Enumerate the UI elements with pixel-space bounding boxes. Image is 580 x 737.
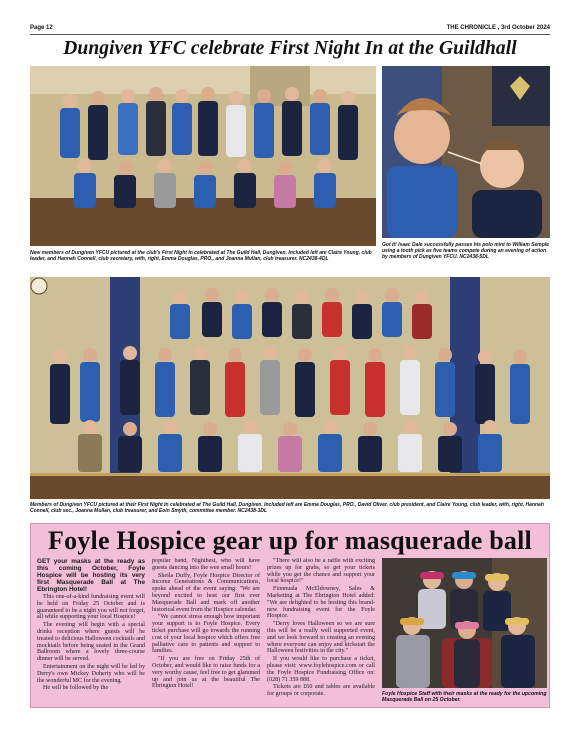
photo-group-members [30,277,550,499]
article-paragraph: Fionnuala McEldowney, Sales & Marketing at The Ebrington Hotel added: "We are delighted to be hosting this brand-new fundraising event for the Foyle Hospice. [267,586,375,620]
article-paragraph: popular band, Nighthest, who will have guests dancing into the wee small hours! [152,558,260,571]
photo-polo-mint-game [382,66,550,238]
article-paragraph: The evening will begin with a special drinks reception where guests will be treated to delicious Halloween cocktails and mocktails before being seated in the Grand Ballroom where a lovely three-course dinner will be served. [37,622,145,663]
page-number: Page 12 [30,25,53,31]
article-paragraph: "We cannot stress enough how important your support is to Foyle Hospice. Every ticket purchase will go towards the running cost of your local hospice which offers free palliative care to patients and support to families. [152,614,260,655]
caption-group-members: Members of Dungiven YFCU pictured at their First Night In celebrated at The Guild Hall, Dungiven. Included left are Emma Douglas, PRO., David Oliver, club president, and Claire Young, club leader, with, right, Hannah Connell, club sec., Joanna Mullan, club treasurer, and Eoin Smyth, committee member. NC2438-3DL [30,502,544,514]
hospice-feature-box [30,523,550,708]
article-paragraph: This one-of-a-kind fundraising event will be held on Friday 25 October and is guaranteed to be a night you will not forget, all while supporting your local Hospice! [37,594,145,621]
article-paragraph: Sheila Duffy, Foyle Hospice Director of Income Generations & Communications, spoke ahead of the event saying: "We are beyond excited to host our first ever Masquerade Ball and mark off another historical event from the Hospice calendar. [152,572,260,613]
photo-hospice-staff [382,558,547,688]
article-paragraph: "There will also be a raffle with exciting prizes up for grabs, so get your tickets while you get the chance and support your local hospice!" [267,558,375,585]
caption-hospice-staff: Foyle Hospice Staff with their masks at the ready for the upcoming Masquerade Ball on 25 October. [382,691,547,704]
article-paragraph: He will be followed by the [43,685,109,692]
article-column-2 [152,558,260,704]
article-paragraph: Tickets are £60 and tables are available for groups or corporate. [267,684,375,698]
article-column-3 [267,558,375,704]
article-paragraph: If you would like to purchase a ticket, please visit: www.foylehospice.com or call the Foyle Hospice Fundraising Office on: (028) 71 359 888. [267,656,375,683]
article-paragraph: Entertainment on the night will be led by Derry's own Mickey Doherty who will be the wonderful MC for the evening. [37,663,145,684]
article-lead: GET your masks at the ready as this coming October, Foyle Hospice will be hosting its very first Masquerade Ball at The Ebrington Hotel! [37,558,145,593]
caption-new-members: New members of Dungiven YFCU pictured at the club's First Night In celebrated at The Guild Hall, Dungiven. Included left are Claire Young, club leader, and Hannah Connell, club secretary, with, right, Emma Douglas, PRO., and Joanna Mullan, club treasurer. NC2438-4DL [30,250,372,262]
publication-date: THE CHRONICLE , 3rd October 2024 [446,25,550,31]
photo-new-members [30,66,376,246]
article-headline: Dungiven YFC celebrate First Night In at the Guildhall [63,38,517,59]
caption-polo-mint-game: Got it! Isaac Dale successfully passes his polo mint to William Semple using a tooth pick as five teams compete during an evening of action by members of Dungiven YFCU. NC2438-5DL [382,242,549,260]
header-rule [30,34,550,35]
article-paragraph: "Derry loves Halloween so we are sure this will be a really well supported event, and we look forward to creating an evening where everyone can enjoy and kickstart the Halloween festivities in the city." [267,621,375,655]
article-paragraph: "If you are free on Friday 25th of October, and would like to raise funds for a very worthy cause, feel free to get glammed up and join us at the beautiful The Ebrington Hotel! [152,656,260,690]
article-column-1 [37,558,145,704]
hospice-headline: Foyle Hospice gear up for masquerade ball [48,526,532,555]
